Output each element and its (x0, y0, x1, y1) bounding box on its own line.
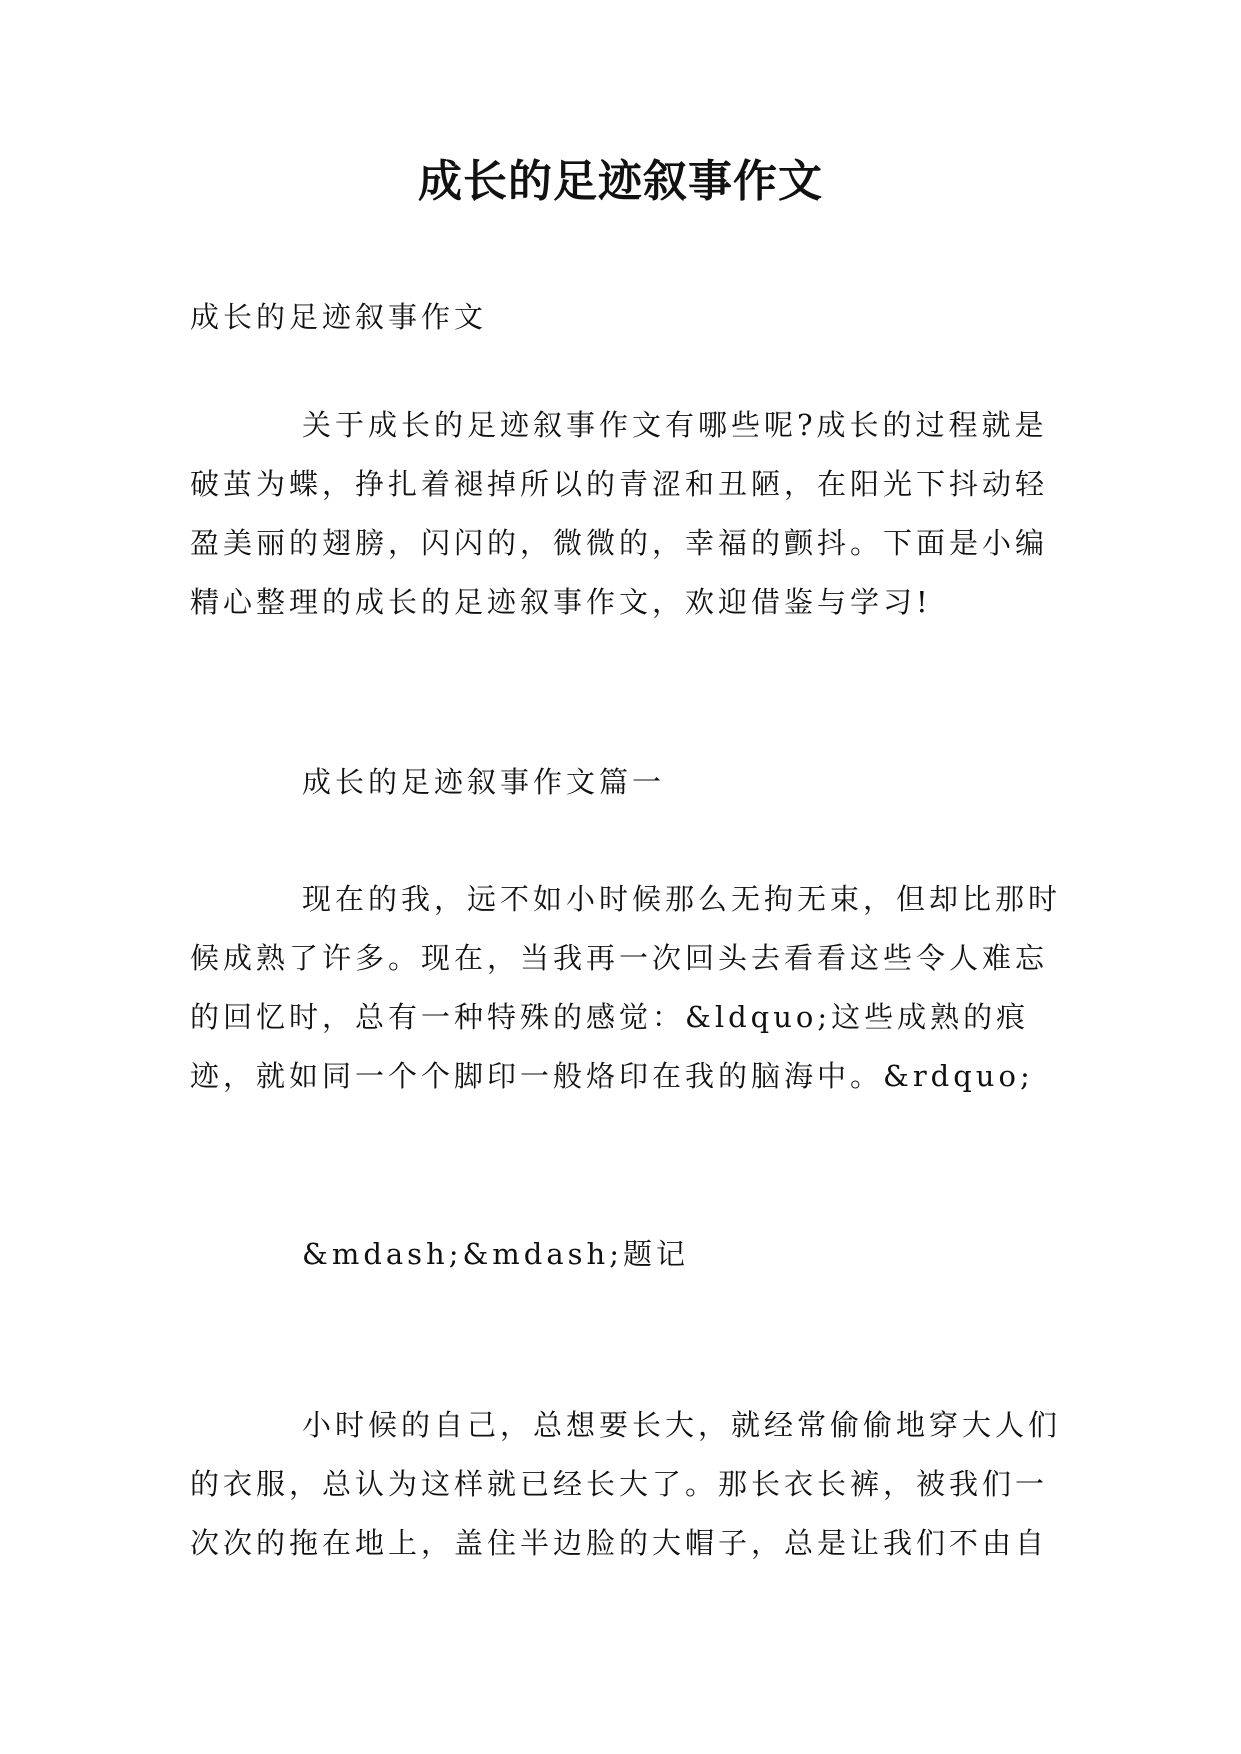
document-subtitle: 成长的足迹叙事作文 (190, 300, 488, 334)
chapter-heading: 成长的足迹叙事作文篇一 (302, 765, 666, 799)
paragraph-1: 现在的我，远不如小时候那么无拘无束，但却比那时候成熟了许多。现在，当我再一次回头去看看这些令人难忘的回忆时，总有一种特殊的感觉：&ldquo;这些成熟的痕迹，就如同一个个脚印一般烙印在我的脑海中。&rdquo; (190, 882, 1062, 1093)
epigraph: &mdash;&mdash;题记 (302, 1237, 689, 1271)
intro-paragraph: 关于成长的足迹叙事作文有哪些呢?成长的过程就是破茧为蝶，挣扎着褪掉所以的青涩和丑陋，在阳光下抖动轻盈美丽的翅膀，闪闪的，微微的，幸福的颤抖。下面是小编精心整理的成长的足迹叙事作文，欢迎借鉴与学习! (190, 408, 1049, 619)
document-title: 成长的足迹叙事作文 (418, 156, 823, 207)
paragraph-2: 小时候的自己，总想要长大，就经常偷偷地穿大人们的衣服，总认为这样就已经长大了。那长衣长裤，被我们一次次的拖在地上，盖住半边脸的大帽子，总是让我们不由自 (190, 1408, 1062, 1560)
